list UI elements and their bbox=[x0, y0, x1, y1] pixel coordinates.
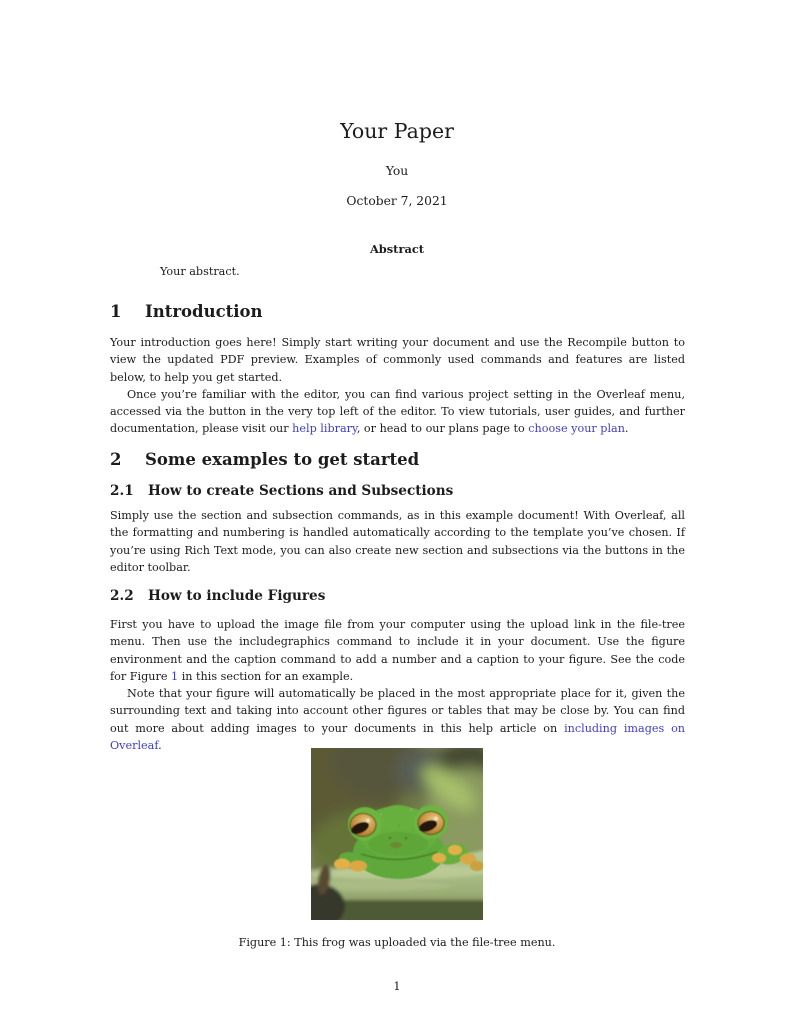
subsection-2-1-number: 2.1 bbox=[110, 483, 134, 499]
paragraph bbox=[110, 334, 685, 386]
paragraph bbox=[110, 616, 685, 685]
text-segment: Note that your figure will automatically be placed in the most appropriate place for it, given the surrounding text and taking into account other figures or tables that may be close by. You can find out more about adding images to your documents in this help article on bbox=[110, 687, 685, 735]
hyperlink[interactable]: choose your plan bbox=[528, 422, 625, 436]
text-segment: Simply use the section and subsection commands, as in this example document! With Overleaf, all the formatting and numbering is handled automatically according to the template you’ve chosen. If you’re using Rich Text mode, you can also create new section and subsections via the buttons in the editor toolbar. bbox=[110, 509, 685, 574]
subsection-2-2-body bbox=[110, 616, 685, 754]
abstract-heading: Abstract bbox=[369, 242, 425, 256]
text-segment: . bbox=[158, 739, 162, 753]
subsection-2-2-number: 2.2 bbox=[110, 588, 134, 604]
paragraph bbox=[110, 685, 685, 754]
frog-right-eye bbox=[417, 812, 444, 835]
hyperlink[interactable]: including images on Overleaf bbox=[110, 721, 686, 753]
text-segment: in this section for an example. bbox=[178, 669, 354, 683]
paper-date: October 7, 2021 bbox=[346, 194, 448, 208]
subsection-2-1-heading bbox=[110, 483, 685, 499]
paper-author: You bbox=[385, 164, 409, 178]
figure-1-caption: Figure 1: This frog was uploaded via the file-tree menu. bbox=[238, 936, 556, 949]
hyperlink[interactable]: help library bbox=[292, 422, 357, 436]
page-number: 1 bbox=[393, 980, 401, 993]
frog-image bbox=[311, 748, 483, 920]
paragraph bbox=[110, 386, 685, 438]
subsection-2-1-body bbox=[110, 507, 685, 576]
section-2-heading bbox=[110, 450, 685, 469]
paper-title: Your Paper bbox=[340, 119, 454, 143]
section-2-number: 2 bbox=[110, 450, 122, 469]
section-1-heading bbox=[110, 302, 685, 321]
hyperlink[interactable]: 1 bbox=[171, 669, 179, 683]
paragraph bbox=[110, 507, 685, 576]
frog-left-eye bbox=[349, 814, 376, 837]
text-segment: Your introduction goes here! Simply start writing your document and use the Recompile button to view the updated PDF preview. Examples of commonly used commands and features are listed below, to help you get started. bbox=[110, 336, 685, 384]
subsection-2-2-title: How to include Figures bbox=[148, 588, 326, 604]
text-segment: Once you’re familiar with the editor, you can find various project setting in the Overleaf menu, accessed via the button in the very top left of the editor. To view tutorials, user guides, and further documentation, please visit our bbox=[110, 387, 685, 436]
text-segment: , or head to our plans page to bbox=[356, 422, 529, 436]
figure-1 bbox=[311, 748, 483, 920]
section-1-title: Introduction bbox=[145, 302, 263, 321]
subsection-2-2-heading bbox=[110, 588, 685, 604]
section-1-body bbox=[110, 334, 685, 438]
section-2-title: Some examples to get started bbox=[145, 450, 420, 469]
section-1-number: 1 bbox=[110, 302, 122, 321]
text-segment: First you have to upload the image file from your computer using the upload link in the file-tree menu. Then use the includegraphics command to include it in your document. Use the figure environment and the caption command to add a number and a caption to your figure. See the code for Figure bbox=[110, 618, 685, 683]
abstract-body: Your abstract. bbox=[160, 265, 240, 278]
text-segment: . bbox=[624, 422, 629, 436]
subsection-2-1-title: How to create Sections and Subsections bbox=[148, 483, 454, 499]
